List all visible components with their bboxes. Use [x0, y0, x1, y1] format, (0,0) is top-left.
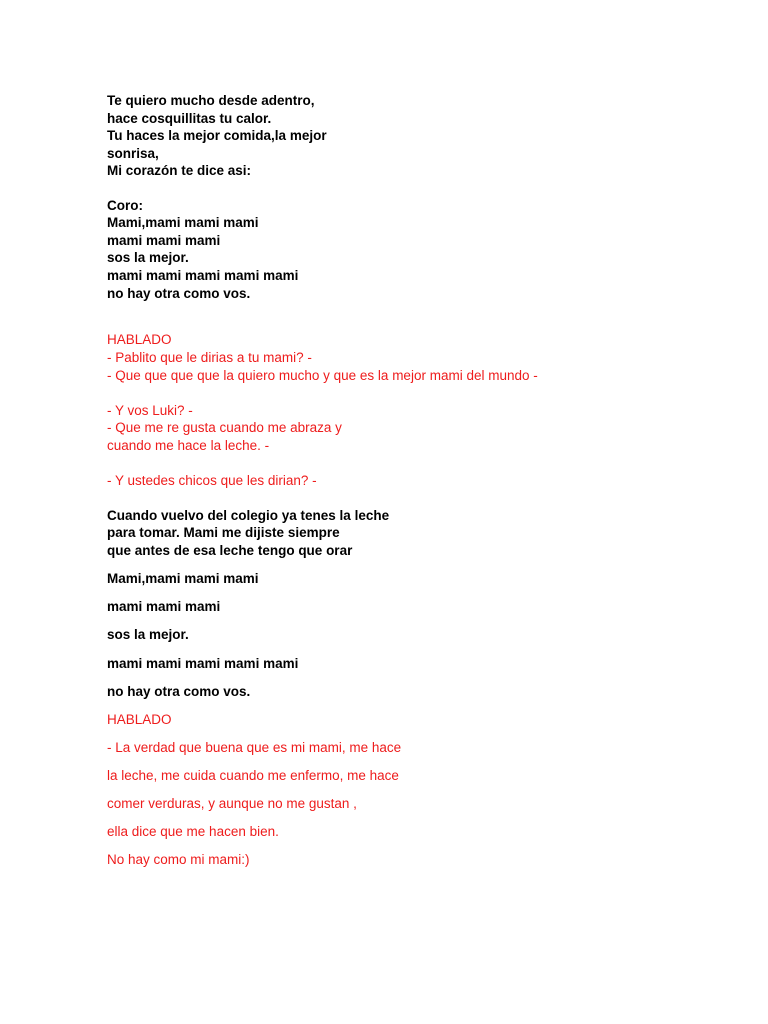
coro1-line-4: mami mami mami mami mami [107, 268, 299, 283]
coro2-line-4: mami mami mami mami mami [107, 656, 299, 671]
hablado2-line-3: cuando me hace la leche. - [107, 438, 270, 453]
coro2-line-2: mami mami mami [107, 599, 221, 614]
hablado3-line-1: - Y ustedes chicos que les dirian? - [107, 473, 317, 488]
coro2-line-1: Mami,mami mami mami [107, 571, 259, 586]
verse2-line-3: que antes de esa leche tengo que orar [107, 543, 353, 558]
verse2-line-1: Cuando vuelvo del colegio ya tenes la leche [107, 508, 390, 523]
hablado2-line-2: - Que me re gusta cuando me abraza y [107, 420, 342, 435]
hablado4-line-2: la leche, me cuida cuando me enfermo, me hace [107, 768, 399, 783]
coro1-line-5: no hay otra como vos. [107, 286, 251, 301]
hablado4-line-3: comer verduras, y aunque no me gustan , [107, 796, 357, 811]
hablado4-heading: HABLADO [107, 712, 172, 727]
verse1-line-5: Mi corazón te dice asi: [107, 163, 252, 178]
coro1-line-3: sos la mejor. [107, 250, 189, 265]
hablado1-line-2: - Que que que que la quiero mucho y que es la mejor mami del mundo - [107, 368, 538, 383]
verse2-line-2: para tomar. Mami me dijiste siempre [107, 525, 340, 540]
coro1-line-1: Mami,mami mami mami [107, 215, 259, 230]
hablado1-heading: HABLADO [107, 332, 172, 347]
verse1-line-1: Te quiero mucho desde adentro, [107, 93, 315, 108]
coro1-line-2: mami mami mami [107, 233, 221, 248]
verse1-line-2: hace cosquillitas tu calor. [107, 111, 272, 126]
verse1-line-4: sonrisa, [107, 146, 159, 161]
hablado4-line-4: ella dice que me hacen bien. [107, 824, 279, 839]
coro2-line-5: no hay otra como vos. [107, 684, 251, 699]
hablado4-line-1: - La verdad que buena que es mi mami, me hace [107, 740, 402, 755]
verse1-line-3: Tu haces la mejor comida,la mejor [107, 128, 327, 143]
hablado1-line-1: - Pablito que le dirias a tu mami? - [107, 350, 312, 365]
hablado4-line-5: No hay como mi mami:) [107, 852, 250, 867]
coro2-line-3: sos la mejor. [107, 627, 189, 642]
coro1-heading: Coro: [107, 198, 143, 213]
hablado2-line-1: - Y vos Luki? - [107, 403, 193, 418]
